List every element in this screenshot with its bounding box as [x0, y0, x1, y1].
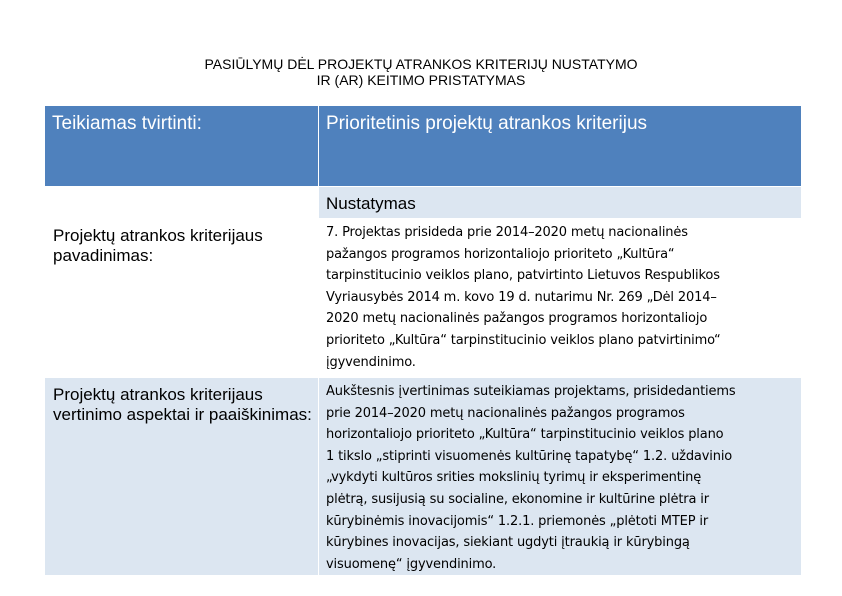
text-line: kūrybinėmis inovacijomis“ 1.2.1. priemonės „plėtoti MTEP ir	[326, 513, 709, 529]
criterion-aspects-label: Projektų atrankos kriterijaus vertinimo aspektai ir paaiškinimas:	[53, 385, 312, 424]
table-row	[45, 378, 802, 576]
text-line: Vyriausybės 2014 m. kovo 19 d. nutarimu Nr. 269 „Dėl 2014–	[326, 289, 717, 305]
criterion-aspects-text	[319, 378, 801, 575]
text-line: kūrybines inovacijas, siekiant ugdyti įtraukią ir kūrybingą	[326, 535, 690, 551]
text-line: plėtrą, susijusią su socialine, ekonomine ir kultūrine plėtra ir	[326, 491, 709, 507]
text-line: įgyvendinimo.	[326, 354, 416, 370]
text-line: 7. Projektas prisideda prie 2014–2020 metų nacionalinės	[326, 225, 688, 240]
header-cell-right	[319, 106, 802, 187]
header-left-text: Teikiamas tvirtinti:	[52, 113, 202, 134]
text-line: horizontaliojo prioriteto „Kultūra“ tarpinstitucinio veiklos plano	[326, 427, 724, 443]
text-line: visuomenę“ įgyvendinimo.	[326, 556, 497, 572]
page-title-line-2: IR (AR) KEITIMO PRISTATYMAS	[316, 72, 526, 88]
text-line: „vykdyti kultūros srities mokslinių tyrimų ir eksperimentinę	[326, 470, 702, 486]
text-line: tarpinstitucinio veiklos plano, patvirtinto Lietuvos Respublikos	[326, 268, 720, 284]
criterion-name-label: Projektų atrankos kriterijaus pavadinimas:	[53, 226, 263, 265]
text-line: Aukštesnis įvertinimas suteikiamas projektams, prisidedantiems	[326, 384, 736, 399]
row-value-cell	[319, 378, 802, 576]
header-cell-left	[45, 106, 319, 187]
page-title	[0, 56, 842, 88]
subheader-cell-left	[45, 187, 319, 219]
text-line: prioriteto „Kultūra“ tarpinstitucinio veiklos plano patvirtinimo“	[326, 332, 721, 348]
subheader-right-text: Nustatymas	[326, 194, 416, 213]
header-right-text: Prioritetinis projektų atrankos kriterijus	[326, 113, 648, 134]
page-title-line-1: PASIŪLYMŲ DĖL PROJEKTŲ ATRANKOS KRITERIJŲ NUSTATYMO	[204, 56, 638, 72]
table-subheader-row	[45, 187, 802, 219]
criteria-table	[44, 105, 802, 576]
subheader-cell-right	[319, 187, 802, 219]
text-line: 2020 metų nacionalinės pažangos programos horizontaliojo	[326, 311, 708, 327]
row-label-cell	[45, 219, 319, 378]
row-label-cell	[45, 378, 319, 576]
row-value-cell	[319, 219, 802, 378]
text-line: 1 tikslo „stiprinti visuomenės kultūrinę tapatybę“ 1.2. uždavinio	[326, 448, 733, 464]
table-row	[45, 219, 802, 378]
text-line: pažangos programos horizontaliojo prioriteto „Kultūra“	[326, 246, 675, 262]
text-line: prie 2014–2020 metų nacionalinės pažangos programos	[326, 405, 685, 421]
criterion-name-text	[319, 219, 801, 373]
table-header-row	[45, 106, 802, 187]
